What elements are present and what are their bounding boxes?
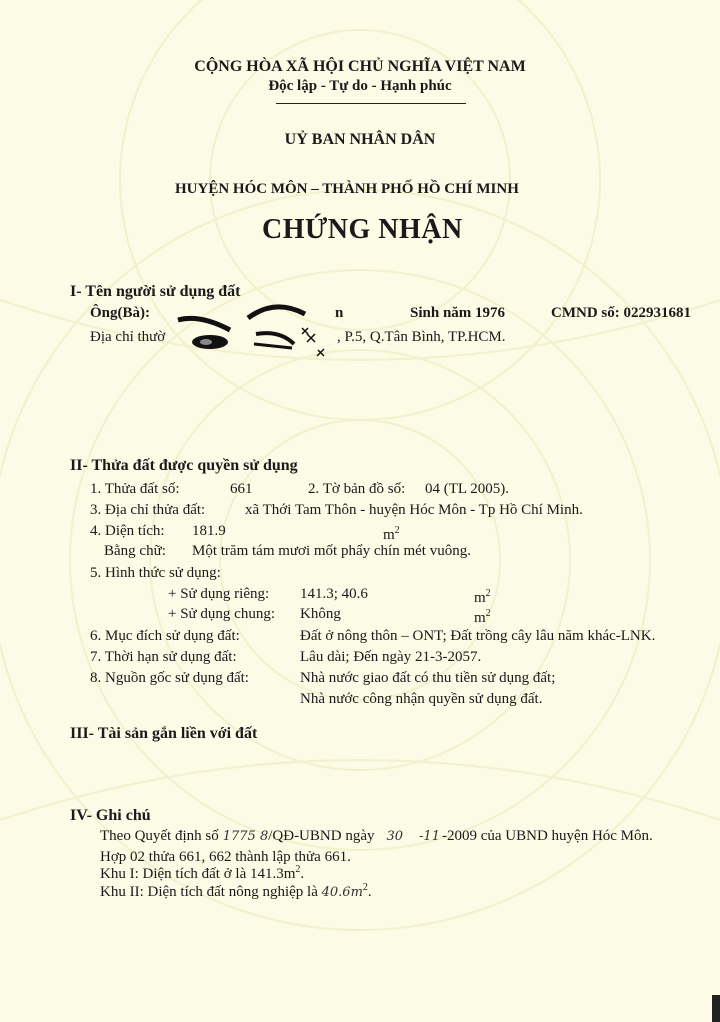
- common-use-value: Không: [300, 606, 341, 622]
- section1-heading: I- Tên người sử dụng đất: [70, 283, 241, 300]
- area-in-words-label: Bằng chữ:: [104, 543, 166, 559]
- usage-term: Lâu dài; Đến ngày 21-3-2057.: [300, 649, 482, 665]
- owner-label: Ông(Bà):: [90, 305, 150, 321]
- section2-heading: II- Thửa đất được quyền sử dụng: [70, 457, 298, 474]
- land-origin-1: Nhà nước giao đất có thu tiền sử dụng đất;: [300, 670, 556, 686]
- note-merge: Hợp 02 thửa 661, 662 thành lập thửa 661.: [100, 849, 351, 865]
- parcel-number: 661: [230, 481, 253, 497]
- national-motto: Độc lập - Tự do - Hạnh phúc: [268, 78, 452, 94]
- owner-name-tail: n: [335, 305, 344, 321]
- parcel-number-label: 1. Thửa đất số:: [90, 481, 180, 497]
- common-use-label: + Sử dụng chung:: [168, 606, 276, 622]
- birth-year: Sinh năm 1976: [410, 305, 506, 321]
- residence-label: Địa chỉ thườ: [90, 329, 166, 345]
- map-sheet-label: 2. Tờ bản đồ số:: [308, 481, 406, 497]
- land-origin-2: Nhà nước công nhận quyền sử dụng đất.: [300, 691, 543, 707]
- parcel-address-label: 3. Địa chỉ thửa đất:: [90, 502, 206, 518]
- residence-address: , P.5, Q.Tân Bình, TP.HCM.: [337, 329, 506, 345]
- country-name: CỘNG HÒA XÃ HỘI CHỦ NGHĨA VIỆT NAM: [194, 58, 526, 75]
- section4-heading: IV- Ghi chú: [70, 807, 151, 824]
- private-use-unit: $m^2$: [474, 588, 491, 606]
- district-name: HUYỆN HÓC MÔN – THÀNH PHỐ HỒ CHÍ MINH: [175, 181, 519, 197]
- land-purpose-label: 6. Mục đích sử dụng đất:: [90, 628, 240, 644]
- redaction-drawing: [170, 300, 340, 370]
- note-zone2: Khu II: Diện tích đất nông nghiệp là $40.6m^2$.: [100, 882, 372, 900]
- section3-heading: III- Tài sản gắn liền với đất: [70, 725, 258, 742]
- id-card-number: CMND số: 022931681: [551, 305, 691, 321]
- usage-term-label: 7. Thời hạn sử dụng đất:: [90, 649, 237, 665]
- usage-form-label: 5. Hình thức sử dụng:: [90, 565, 221, 581]
- area-value: 181.9: [192, 523, 226, 539]
- motto-underline: [276, 103, 466, 104]
- land-purpose: Đất ở nông thôn – ONT; Đất trồng cây lâu năm khác-LNK.: [300, 628, 656, 644]
- issuing-authority: UỶ BAN NHÂN DÂN: [284, 131, 436, 148]
- area-in-words: Một trăm tám mươi mốt phẩy chín mét vuông.: [192, 543, 471, 559]
- scan-edge-mark: [712, 995, 720, 1022]
- document-title: CHỨNG NHẬN: [262, 214, 463, 245]
- area-label: 4. Diện tích:: [90, 523, 165, 539]
- land-origin-label: 8. Nguồn gốc sử dụng đất:: [90, 670, 249, 686]
- note-zone1: Khu I: Diện tích đất ở là $141.3m^2$.: [100, 864, 305, 882]
- private-use-label: + Sử dụng riêng:: [168, 586, 270, 602]
- common-use-unit: $m^2$: [474, 608, 491, 626]
- private-use-value: 141.3; 40.6: [300, 586, 368, 602]
- parcel-address: xã Thới Tam Thôn - huyện Hóc Môn - Tp Hồ Chí Minh.: [245, 502, 583, 518]
- area-unit: $m^2$: [383, 525, 400, 543]
- map-sheet-number: 04 (TL 2005).: [425, 481, 510, 497]
- note-decision: Theo Quyết định số 1775 8/QĐ-UBND ngày 30 -11 -2009 của UBND huyện Hóc Môn.: [100, 828, 653, 844]
